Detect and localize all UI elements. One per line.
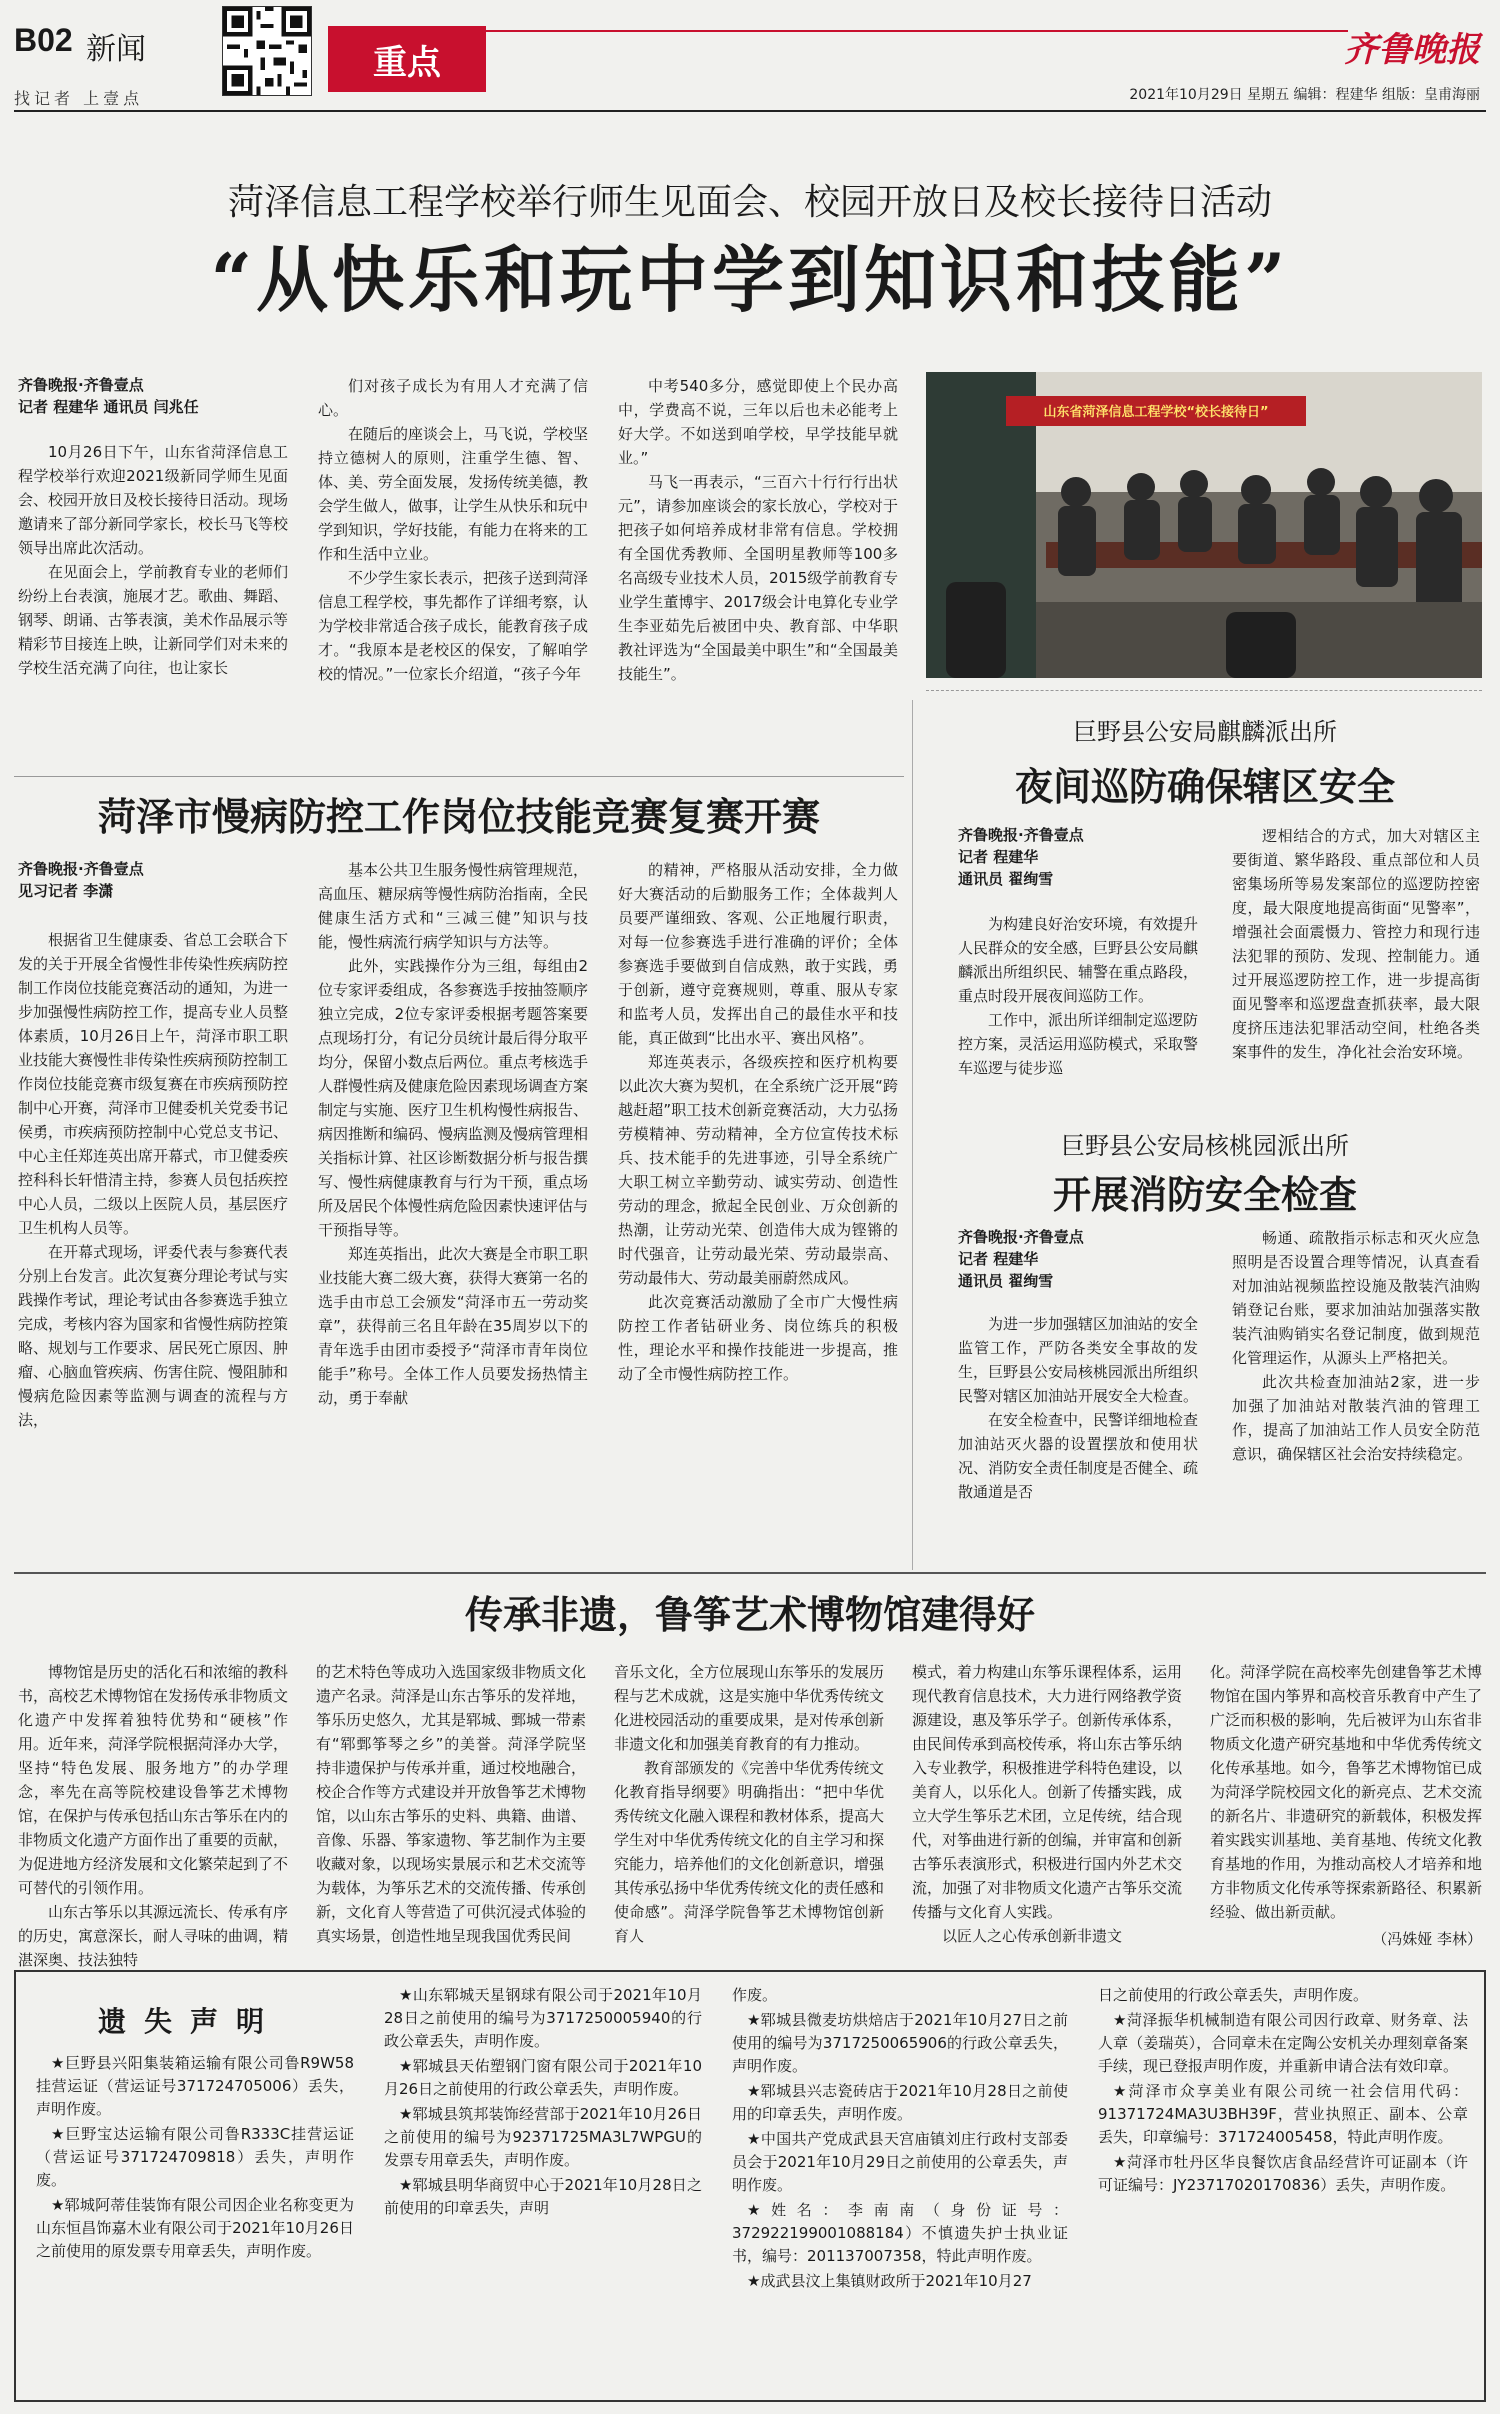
notice-item: 日之前使用的行政公章丢失，声明作废。 [1098, 1986, 1369, 2004]
paragraph: 博物馆是历史的活化石和浓缩的教科书，高校艺术博物馆在发扬传承非物质文化遗产中发挥着独特优势和“硬核”作用。近年来，菏泽学院根据菏泽办大学，坚持“特色发展、服务地方”的办学理念，率先在高等院校建设鲁筝艺术博物馆，在保护与传承包括山东古筝乐在内的非物质文化遗产方面作出了重要的贡献，为促进地方经济发展和文化繁荣起到了不可替代的引领作用。 [18, 1663, 289, 1897]
qr-code-icon [222, 6, 312, 96]
paragraph: 马飞一再表示，“三百六十行行行出状元”，请参加座谈会的家长放心，学校对于把孩子如何培养成材非常有信息。学校拥有全国优秀教师、全国明星教师等100多名高级专业技术人员，2015级学前教育专业学生董博宇、2017级会计电算化专业学生李亚茹先后被团中央、教育部、中华职教社评选为“全国最美中职生”和“全国最美技能生”。 [618, 473, 898, 683]
story2-byline [18, 858, 288, 902]
story-divider [14, 1572, 1486, 1574]
notices-column-2 [384, 1984, 702, 2222]
notice-item: ★郓城县天佑塑钢门窗有限公司于2021年10月26日之前使用的行政公章丢失，声明作废。 [384, 2057, 702, 2098]
story4-kicker: 巨野县公安局核桃园派出所 [1061, 1132, 1349, 1160]
notice-item: ★巨野宝达运输有限公司鲁R333C挂营运证（营运证号371724709818）丢失，声明作废。 [36, 2125, 354, 2189]
notice-item: ★郓城阿蒂佳装饰有限公司因企业名称变更为山东恒昌饰嘉木业有限公司于2021年10月26日之前使用的原发票专用章丢失，声明作废。 [36, 2196, 354, 2260]
story5-column-5 [1210, 1660, 1482, 1924]
paragraph: 10月26日下午，山东省菏泽信息工程学校举行欢迎2021级新同学师生见面会、校园开放日及校长接待日活动。现场邀请来了部分新同学家长，校长马飞等校领导出席此次活动。 [18, 443, 289, 557]
paragraph: 畅通、疏散指示标志和灭火应急照明是否设置合理等情况，认真查看对加油站视频监控设施及散装汽油购销登记台账，要求加油站加强落实散装汽油购销实名登记制度，做到规范化管理运作，从源头上严格把关。 [1232, 1229, 1480, 1367]
paragraph: 的艺术特色等成功入选国家级非物质文化遗产名录。菏泽是山东古筝乐的发祥地，筝乐历史悠久，尤其是郓城、鄄城一带素有“郓鄄筝琴之乡”的美誉。菏泽学院坚持非遗保护与传承并重，通过校地融合，校企合作等方式建设并开放鲁筝艺术博物馆，以山东古筝乐的史料、典籍、曲谱、音像、乐器、筝家遗物、筝艺制作为主要收藏对象，以现场实景展示和艺术交流等为载体，为筝乐艺术的交流传播、传承创新，文化育人等营造了可供沉浸式体验的真实场景，创造性地呈现我国优秀民间 [316, 1663, 587, 1945]
story4-headline: 开展消防安全检查 [1052, 1173, 1357, 1217]
byline-outlet: 齐鲁晚报·齐鲁壹点 [18, 860, 144, 878]
notice-item: ★郓城县兴志瓷砖店于2021年10月28日之前使用的印章丢失，声明作废。 [732, 2082, 1068, 2123]
notice-item: ★中国共产党成武县天宫庙镇刘庄行政村支部委员会于2021年10月29日之前使用的公章丢失，声明作废。 [732, 2130, 1068, 2194]
notice-item: ★菏泽市牡丹区华良餐饮店食品经营许可证副本（许可证编号：JY23717020170836）丢失，声明作废。 [1098, 2153, 1468, 2194]
paragraph: 的精神，严格服从活动安排，全力做好大赛活动的后勤服务工作；全体裁判人员要严谨细致、客观、公正地履行职责，对每一位参赛选手进行准确的评价；全体参赛选手要做到自信成熟，敢于实践，勇于创新，遵守竞赛规则，尊重、服从专家和监考人员，发挥出自己的最佳水平和技能，真正做到“比出水平、赛出风格”。 [618, 861, 898, 1047]
byline-outlet: 齐鲁晚报·齐鲁壹点 [958, 826, 1084, 844]
byline-correspondent: 通讯员 翟绚雪 [958, 1272, 1054, 1290]
masthead-divider [14, 110, 1486, 112]
paragraph: 音乐文化，全方位展现山东筝乐的发展历程与艺术成就，这是实施中华优秀传统文化进校园活动的重要成果，是对传承创新非遗文化和加强美育教育的有力推动。 [614, 1663, 885, 1753]
notice-item: ★巨野县兴阳集装箱运输有限公司鲁R9W58挂营运证（营运证号371724705006）丢失，声明作废。 [36, 2054, 354, 2118]
byline-correspondent: 通讯员 翟绚雪 [958, 870, 1054, 888]
paragraph: 模式，着力构建山东筝乐课程体系，运用现代教育信息技术，大力进行网络教学资源建设，惠及筝乐学子。创新传承体系，由民间传承到高校传承，将山东古筝乐纳入专业教学，积极推进学科特色建设，以美育人，以乐化人。创新了传播实践，成立大学生筝乐艺术团，立足传统，结合现代，对筝曲进行新的创编，并审富和创新古筝乐表演形式，积极进行国内外艺术交流，加强了对非物质文化遗产古筝乐交流传播与文化育人实践。 [912, 1663, 1183, 1921]
photo-banner-text: 山东省菏泽信息工程学校“校长接待日” [1043, 405, 1269, 420]
story2-headline: 菏泽市慢病防控工作岗位技能竞赛复赛开赛 [97, 795, 820, 839]
paragraph: 在安全检查中，民警详细地检查加油站灭火器的设置摆放和使用状况、消防安全责任制度是否健全、疏散通道是否 [958, 1411, 1199, 1501]
notice-item: ★郓城县筑邦装饰经营部于2021年10月26日之前使用的编号为92371725MA3L7WPGU的发票专用章丢失，声明作废。 [384, 2105, 702, 2169]
paragraph: 此次竞赛活动激励了全市广大慢性病防控工作者钻研业务、岗位练兵的积极性，理论水平和操作技能进一步提高，推动了全市慢性病防控工作。 [618, 1293, 898, 1383]
paragraph: 根据省卫生健康委、省总工会联合下发的关于开展全省慢性非传染性疾病防控制工作岗位技能竞赛活动的通知，为进一步加强慢性病防控工作，提高专业人员整体素质，10月26日上午，菏泽市职工职业技能大赛慢性非传染性疾病预防控制工作岗位技能竞赛市级复赛在市疾病预防控制中心开赛，菏泽市卫健委机关党委书记侯勇，市疾病预防控制中心党总支书记、中心主任郑连英出席开幕式，市卫健委疾控科科长轩惜清主持，参赛人员包括疾控中心人员，二级以上医院人员，基层医疗卫生机构人员等。 [18, 931, 289, 1237]
story2-column-1 [18, 928, 288, 1432]
paragraph: 在随后的座谈会上，马飞说，学校坚持立德树人的原则，注重学生德、智、体、美、劳全面发展，发扬传统美德，教会学生做人，做事，让学生从快乐和玩中学到知识，学好技能，有能力在将来的工作和生活中立业。 [318, 425, 589, 563]
notice-item: ★郓城县明华商贸中心于2021年10月28日之前使用的印章丢失，声明 [384, 2176, 702, 2217]
lead-byline [18, 374, 288, 418]
tagline: 找记者 上壹点 [14, 89, 144, 108]
paragraph: 们对孩子成长为有用人才充满了信心。 [318, 377, 588, 419]
notices-title: 遗失声明 [97, 2005, 282, 2038]
paragraph: 郑连英表示，各级疾控和医疗机构要以此次大赛为契机，在全系统广泛开展“跨越赶超”职工技术创新竞赛活动，大力弘扬劳模精神、劳动精神，全方位宣传技术标兵、技术能手的先进事迹，引导全系统广大职工树立辛勤劳动、诚实劳动、创造性劳动的理念，掀起全民创业、万众创新的热潮，让劳动光荣、创造伟大成为铿锵的时代强音，让劳动最光荣、劳动最崇高、劳动最伟大、劳动最美丽蔚然成风。 [618, 1053, 898, 1287]
story4-column-1 [958, 1312, 1198, 1504]
byline-reporter: 记者 程建华 [958, 1250, 1039, 1268]
story5-column-4 [912, 1660, 1182, 1948]
byline-reporter: 记者 程建华 [958, 848, 1039, 866]
paragraph: 教育部颁发的《完善中华优秀传统文化教育指导纲要》明确指出：“把中华优秀传统文化融入课程和教材体系，提高大学生对中华优秀传统文化的自主学习和探究能力，培养他们的文化创新意识，增强其传承弘扬中华优秀传统文化的责任感和使命感”。菏泽学院鲁筝艺术博物馆创新育人 [614, 1759, 885, 1945]
story5-column-2 [316, 1660, 586, 1948]
byline-outlet: 齐鲁晚报·齐鲁壹点 [18, 376, 144, 394]
story3-byline [958, 824, 1198, 890]
byline-outlet: 齐鲁晚报·齐鲁壹点 [958, 1228, 1084, 1246]
byline-reporters: 见习记者 李潇 [18, 882, 114, 900]
paragraph: 此外，实践操作分为三组，每组由2位专家评委组成，各参赛选手按抽签顺序独立完成，2位专家评委根据考题答案要点现场打分，有记分员统计最后得分取平均分，保留小数点后两位。重点考核选手人群慢性病及健康危险因素现场调查方案制定与实施、医疗卫生机构慢性病报告、病因推断和编码、慢病监测及慢病管理相关指标计算、社区诊断数据分析与报告撰写、慢性病健康教育与行为干预，重点场所及居民个体慢性病危险因素快速评估与干预指导等。 [318, 957, 589, 1239]
photo-divider [926, 690, 1482, 691]
notice-item: ★菏泽振华机械制造有限公司因行政章、财务章、法人章（姜瑞英），合同章未在定陶公安机关办理刻章备案手续，现已登报声明作废，并重新申请合法有效印章。 [1098, 2011, 1468, 2075]
paragraph: 在开幕式现场，评委代表与参赛代表分别上台发言。此次复赛分理论考试与实践操作考试，理论考试由各参赛选手独立完成，考核内容为国家和省慢性病防控策略、规划与工作要求、居民死亡原因、肿瘤、心脑血管疾病、伤害住院、慢阻肺和慢病危险因素等监测与调查的流程与方法， [18, 1243, 289, 1429]
paragraph: 为构建良好治安环境，有效提升人民群众的安全感，巨野县公安局麒麟派出所组织民、辅警在重点路段，重点时段开展夜间巡防工作。 [958, 915, 1199, 1005]
paragraph: 在见面会上，学前教育专业的老师们纷纷上台表演，施展才艺。歌曲、舞蹈、钢琴、朗诵、古筝表演，美术作品展示等精彩节目接连上映，让新同学们对未来的学校生活充满了向往，也让家长 [18, 563, 289, 677]
notice-item: ★姓名：李南南（身份证号：372922199001088184）不慎遗失护士执业证书，编号：201137007358，特此声明作废。 [732, 2201, 1068, 2265]
newspaper-logo: 齐鲁晚报 [1344, 30, 1480, 70]
notice-item: ★山东郓城天星钢球有限公司于2021年10月28日之前使用的编号为3717250005940的行政公章丢失，声明作废。 [384, 1986, 702, 2050]
story-divider [14, 776, 904, 777]
paragraph: 山东古筝乐以其源远流长、传承有序的历史，寓意深长，耐人寻味的曲调，精湛深奥、技法独特 [18, 1903, 289, 1969]
story2-column-3 [618, 858, 898, 1386]
story3-kicker: 巨野县公安局麒麟派出所 [1073, 718, 1337, 746]
column-separator [912, 700, 913, 1570]
story3-column-1 [958, 912, 1198, 1080]
paragraph: 中考540多分，感觉即使上个民办高中，学费高不说，三年以后也未必能考上好大学。不如送到咱学校，早学技能早就业。” [618, 377, 898, 467]
notice-item: ★郓城县微麦坊烘焙店于2021年10月27日之前使用的编号为3717250065906的行政公章丢失，声明作废。 [732, 2011, 1068, 2075]
section-name: 新闻 [86, 32, 146, 67]
paragraph: 以匠人之心传承创新非遗文 [942, 1927, 1123, 1945]
story3-headline: 夜间巡防确保辖区安全 [1014, 765, 1395, 809]
story3-column-2 [1232, 824, 1480, 1064]
paragraph: 逻相结合的方式，加大对辖区主要街道、繁华路段、重点部位和人员密集场所等易发案部位的巡逻防控密度，最大限度地提高街面“见警率”，增强社会面震慑力、管控力和现行违法犯罪的预防、发现、控制能力。通过开展巡逻防控工作，进一步提高街面见警率和巡逻盘查抓获率，最大限度挤压违法犯罪活动空间，杜绝各类案事件的发生，净化社会治安环境。 [1232, 827, 1480, 1061]
story5-column-1 [18, 1660, 288, 1972]
section-tag: 重点 [328, 26, 486, 92]
notices-column-4 [1098, 1984, 1468, 2199]
lead-column-3 [618, 374, 898, 686]
paragraph: 工作中，派出所详细制定巡逻防控方案，灵活运用巡防模式，采取警车巡逻与徒步巡 [958, 1011, 1199, 1077]
story5-column-3 [614, 1660, 884, 1948]
lead-subhead: 菏泽信息工程学校举行师生见面会、校园开放日及校长接待日活动 [227, 182, 1272, 223]
lead-column-1 [18, 440, 288, 680]
dateline: 2021年10月29日 星期五 编辑：程建华 组版：皇甫海丽 [1129, 87, 1480, 103]
lead-headline: “从快乐和玩中学到知识和技能” [210, 237, 1290, 322]
paragraph: 基本公共卫生服务慢性病管理规范，高血压、糖尿病等慢性病防治指南，全民健康生活方式和“三减三健”知识与技能，慢性病流行病学知识与方法等。 [318, 861, 589, 951]
paragraph: 郑连英指出，此次大赛是全市职工职业技能大赛二级大赛，获得大赛第一名的选手由市总工会颁发“菏泽市五一劳动奖章”，获得前三名且年龄在35周岁以下的青年选手由团市委授予“菏泽市青年岗位能手”称号。全体工作人员要发扬热情主动，勇于奉献 [318, 1245, 589, 1407]
notice-item: ★成武县汶上集镇财政所于2021年10月27 [747, 2272, 1032, 2290]
paragraph: 此次共检查加油站2家，进一步加强了加油站对散装汽油的管理工作，提高了加油站工作人员安全防范意识，确保辖区社会治安持续稳定。 [1232, 1373, 1480, 1463]
story4-byline [958, 1226, 1198, 1292]
story5-headline: 传承非遗，鲁筝艺术博物馆建得好 [464, 1593, 1035, 1637]
story2-column-2 [318, 858, 588, 1410]
notice-item: 作废。 [732, 1986, 778, 2004]
story4-column-2 [1232, 1226, 1480, 1466]
lead-column-2 [318, 374, 588, 686]
lead-photo [926, 372, 1482, 678]
story5-credit: （冯姝娅 李林） [1372, 1930, 1482, 1948]
byline-reporters: 记者 程建华 通讯员 闫兆任 [18, 398, 199, 416]
notices-column-3 [732, 1984, 1068, 2295]
paragraph: 化。菏泽学院在高校率先创建鲁筝艺术博物馆在国内筝界和高校音乐教育中产生了广泛而积极的影响，先后被评为山东省非物质文化遗产研究基地和中华优秀传统文化传承基地。如今，鲁筝艺术博物馆已成为菏泽学院校园文化的新亮点、艺术交流的新名片、非遗研究的新载体，积极发挥着实践实训基地、美育基地、传统文化教育基地的作用，为推动高校人才培养和地方非物质文化传承等探索新路径、积累新经验、做出新贡献。 [1210, 1663, 1482, 1921]
paragraph: 为进一步加强辖区加油站的安全监管工作，严防各类安全事故的发生，巨野县公安局核桃园派出所组织民警对辖区加油站开展安全大检查。 [958, 1315, 1199, 1405]
paragraph: 不少学生家长表示，把孩子送到菏泽信息工程学校，事先都作了详细考察，认为学校非常适合孩子成长，能教育孩子成才。“我原本是老校区的保安，了解咱学校的情况。”一位家长介绍道，“孩子今年 [318, 569, 589, 683]
notice-item: ★菏泽市众享美业有限公司统一社会信用代码：91371724MA3U3BH39F，营业执照正、副本、公章丢失，印章编号：371724005458，特此声明作废。 [1098, 2082, 1468, 2146]
notices-column-1 [36, 2052, 354, 2265]
page-number: B02 [14, 22, 73, 58]
